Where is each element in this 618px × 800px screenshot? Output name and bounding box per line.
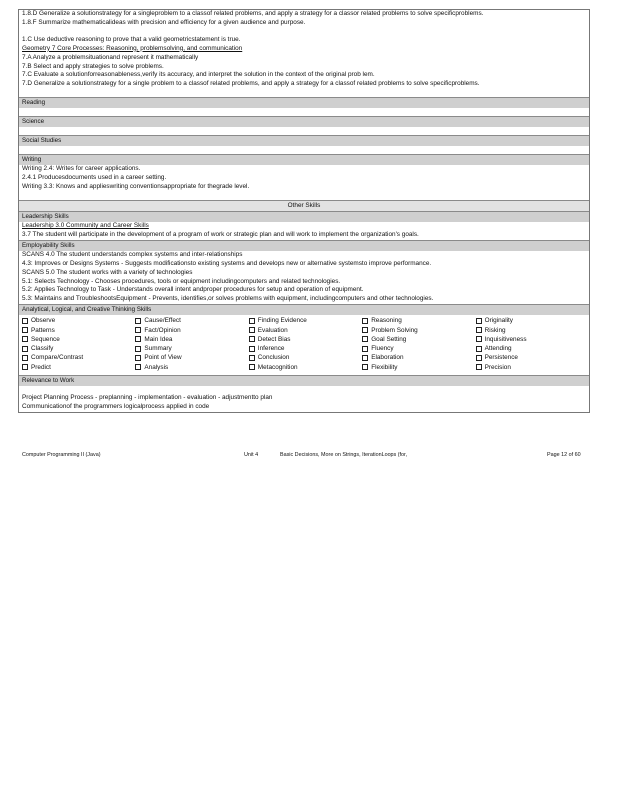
document-page <box>18 9 590 413</box>
social-studies-header: Social Studies <box>19 135 589 146</box>
writing-line: Writing 3.3: Knows and applieswriting conventionsappropriate for thegrade level. <box>22 183 250 191</box>
geometry-line: 7.B Select and apply strategies to solve problems. <box>22 62 164 70</box>
skill-checkbox[interactable] <box>135 335 248 344</box>
skill-checkbox[interactable] <box>22 344 135 353</box>
skill-checkbox[interactable] <box>135 326 248 335</box>
skills-column <box>362 316 475 372</box>
checkbox-icon[interactable] <box>362 355 368 361</box>
relevance-line: Project Planning Process - preplanning - implementation - evaluation - adjustmentto plan <box>22 394 273 401</box>
skill-label: Attending <box>484 345 512 353</box>
checkbox-icon[interactable] <box>362 346 368 352</box>
skill-label: Evaluation <box>257 326 288 334</box>
skill-checkbox[interactable] <box>22 363 135 372</box>
skill-label: Persistence <box>484 354 518 362</box>
skill-label: Predict <box>31 363 51 371</box>
checkbox-icon[interactable] <box>249 318 255 324</box>
checkbox-icon[interactable] <box>476 327 482 333</box>
skill-checkbox[interactable] <box>22 326 135 335</box>
skill-label: Inference <box>257 345 285 353</box>
standards-table <box>18 9 590 413</box>
skill-checkbox[interactable] <box>476 353 589 362</box>
employability-line: SCANS 5.0 The student works with a variety of technologies <box>22 268 193 276</box>
skill-label: Reasoning <box>371 317 402 325</box>
checkbox-icon[interactable] <box>135 327 141 333</box>
skills-column <box>135 316 248 372</box>
thinking-skills-header: Analytical, Logical, and Creative Thinking Skills <box>19 304 589 315</box>
skill-label: Main Idea <box>144 335 173 343</box>
skill-checkbox[interactable] <box>476 316 589 325</box>
skill-checkbox[interactable] <box>135 316 248 325</box>
skill-label: Originality <box>484 317 514 325</box>
checkbox-icon[interactable] <box>362 336 368 342</box>
skill-checkbox[interactable] <box>249 353 362 362</box>
checkbox-icon[interactable] <box>135 364 141 370</box>
skill-label: Detect Bias <box>257 335 291 343</box>
checkbox-icon[interactable] <box>135 355 141 361</box>
skill-label: Analysis <box>144 363 169 371</box>
relevance-line: Communicationof the programmers logicalprocess applied in code <box>22 402 210 410</box>
standard-line: 1.8.F Summarize mathematicalideas with precision and efficiency for a given audience and purpose. <box>22 18 306 26</box>
skill-label: Fluency <box>371 345 394 353</box>
geometry-line: 7.C Evaluate a solutionforreasonableness,verify its accuracy, and interpret the solution in the context of the original prob lem. <box>22 71 375 79</box>
employability-line: 5.1: Selects Technology - Chooses procedures, tools or equipment includingcomputers and related technologies. <box>22 277 341 285</box>
skill-label: Point of View <box>144 354 182 362</box>
writing-line: Writing 2.4: Writes for career applications. <box>22 165 141 173</box>
checkbox-icon[interactable] <box>22 364 28 370</box>
skill-checkbox[interactable] <box>476 326 589 335</box>
employability-line: 5.2: Applies Technology to Task - Understands overall intent andproper procedures for setup and operation of equipment. <box>22 286 364 294</box>
skill-checkbox[interactable] <box>135 353 248 362</box>
skill-checkbox[interactable] <box>249 335 362 344</box>
checkbox-icon[interactable] <box>476 336 482 342</box>
writing-header: Writing <box>19 154 589 165</box>
skill-checkbox[interactable] <box>476 344 589 353</box>
checkbox-icon[interactable] <box>362 318 368 324</box>
checkbox-icon[interactable] <box>476 318 482 324</box>
skill-label: Compare/Contrast <box>31 354 84 362</box>
skill-checkbox[interactable] <box>249 326 362 335</box>
skill-label: Patterns <box>31 326 55 334</box>
leadership-header: Leadership Skills <box>19 211 589 222</box>
reading-header: Reading <box>19 97 589 108</box>
skill-label: Conclusion <box>257 354 290 362</box>
skill-checkbox[interactable] <box>135 363 248 372</box>
geometry-intro: 1.C Use deductive reasoning to prove that a valid geometricstatement is true. <box>22 35 241 43</box>
employability-header: Employability Skills <box>19 240 589 251</box>
skills-column <box>249 316 362 372</box>
skill-label: Goal Setting <box>371 335 407 343</box>
skill-checkbox[interactable] <box>476 363 589 372</box>
checkbox-icon[interactable] <box>249 327 255 333</box>
checkbox-icon[interactable] <box>249 336 255 342</box>
science-header: Science <box>19 116 589 127</box>
checkbox-icon[interactable] <box>476 364 482 370</box>
skill-label: Problem Solving <box>371 326 418 334</box>
skill-checkbox[interactable] <box>135 344 248 353</box>
checkbox-icon[interactable] <box>362 364 368 370</box>
leadership-line: 3.7 The student will participate in the development of a program of work or strategic plan and will work to implement the organization's goals. <box>22 230 419 238</box>
skill-checkbox[interactable] <box>249 316 362 325</box>
skill-checkbox[interactable] <box>362 335 475 344</box>
employability-line: SCANS 4.0 The student understands complex systems and inter-relationships <box>22 250 243 258</box>
skill-checkbox[interactable] <box>476 335 589 344</box>
checkbox-icon[interactable] <box>135 336 141 342</box>
checkbox-icon[interactable] <box>249 364 255 370</box>
footer-course: Computer Programming II (Java) <box>22 452 101 458</box>
skill-label: Classify <box>31 345 54 353</box>
checkbox-icon[interactable] <box>22 336 28 342</box>
skill-checkbox[interactable] <box>362 363 475 372</box>
skill-label: Flexibility <box>371 363 398 371</box>
skill-checkbox[interactable] <box>22 353 135 362</box>
geometry-line: 7.D Generalize a solutionstrategy for a single problem to a classof related problems, and apply a strategy for a classof related problems to solve specificproblems. <box>22 80 480 88</box>
skill-checkbox[interactable] <box>362 344 475 353</box>
skill-label: Risking <box>484 326 506 334</box>
geometry-line: 7.A Analyze a problemsituationand represent it mathematically <box>22 53 199 61</box>
skill-checkbox[interactable] <box>22 335 135 344</box>
skill-checkbox[interactable] <box>362 326 475 335</box>
checkbox-icon[interactable] <box>22 327 28 333</box>
leadership-heading: Leadership 3.0 Community and Career Skills <box>22 221 149 229</box>
standard-line: 1.8.D Generalize a solutionstrategy for a singleproblem to a classof related problems, and apply a strategy for a classor related problems to solve specificproblems. <box>22 10 484 17</box>
skills-column <box>22 316 135 372</box>
relevance-header: Relevance to Work <box>19 375 589 386</box>
skill-label: Observe <box>31 317 56 325</box>
geometry-heading: Geometry 7 Core Processes: Reasoning, problemsolving, and communication <box>22 44 243 52</box>
employability-line: 4.3: Improves or Designs Systems - Suggests modificationsto existing systems and develops new or alternative systemsto improve performance. <box>22 259 432 267</box>
footer-unit-title: Basic Decisions, More on Strings, IterationLoops (for, <box>280 452 408 458</box>
skill-checkbox[interactable] <box>362 353 475 362</box>
skill-label: Precision <box>484 363 511 371</box>
checkbox-icon[interactable] <box>22 355 28 361</box>
employability-line: 5.3: Maintains and TroubleshootsEquipment - Prevents, identifies,or solves problems with equipment, includingcomputers and other technologies. <box>22 295 434 303</box>
checkbox-icon[interactable] <box>135 346 141 352</box>
skill-label: Elaboration <box>371 354 404 362</box>
thinking-skills-grid <box>19 315 589 375</box>
skill-checkbox[interactable] <box>249 363 362 372</box>
checkbox-icon[interactable] <box>249 355 255 361</box>
skill-checkbox[interactable] <box>362 316 475 325</box>
writing-line: 2.4.1 Producesdocuments used in a career setting. <box>22 174 167 182</box>
skill-label: Metacognition <box>257 363 298 371</box>
skill-label: Fact/Opinion <box>144 326 181 334</box>
checkbox-icon[interactable] <box>476 346 482 352</box>
checkbox-icon[interactable] <box>362 327 368 333</box>
skill-label: Inquisitiveness <box>484 335 527 343</box>
page-footer <box>22 452 590 460</box>
skills-column <box>476 316 589 372</box>
checkbox-icon[interactable] <box>249 346 255 352</box>
skill-checkbox[interactable] <box>249 344 362 353</box>
skill-label: Summary <box>144 345 172 353</box>
checkbox-icon[interactable] <box>22 346 28 352</box>
skill-label: Cause/Effect <box>144 317 181 325</box>
footer-page-number: Page 12 of 60 <box>547 452 581 458</box>
footer-unit: Unit 4 <box>244 452 259 458</box>
checkbox-icon[interactable] <box>135 318 141 324</box>
skill-checkbox[interactable] <box>22 316 135 325</box>
skill-label: Sequence <box>31 335 60 343</box>
skill-label: Finding Evidence <box>257 317 307 325</box>
other-skills-header: Other Skills <box>19 200 589 211</box>
checkbox-icon[interactable] <box>22 318 28 324</box>
checkbox-icon[interactable] <box>476 355 482 361</box>
